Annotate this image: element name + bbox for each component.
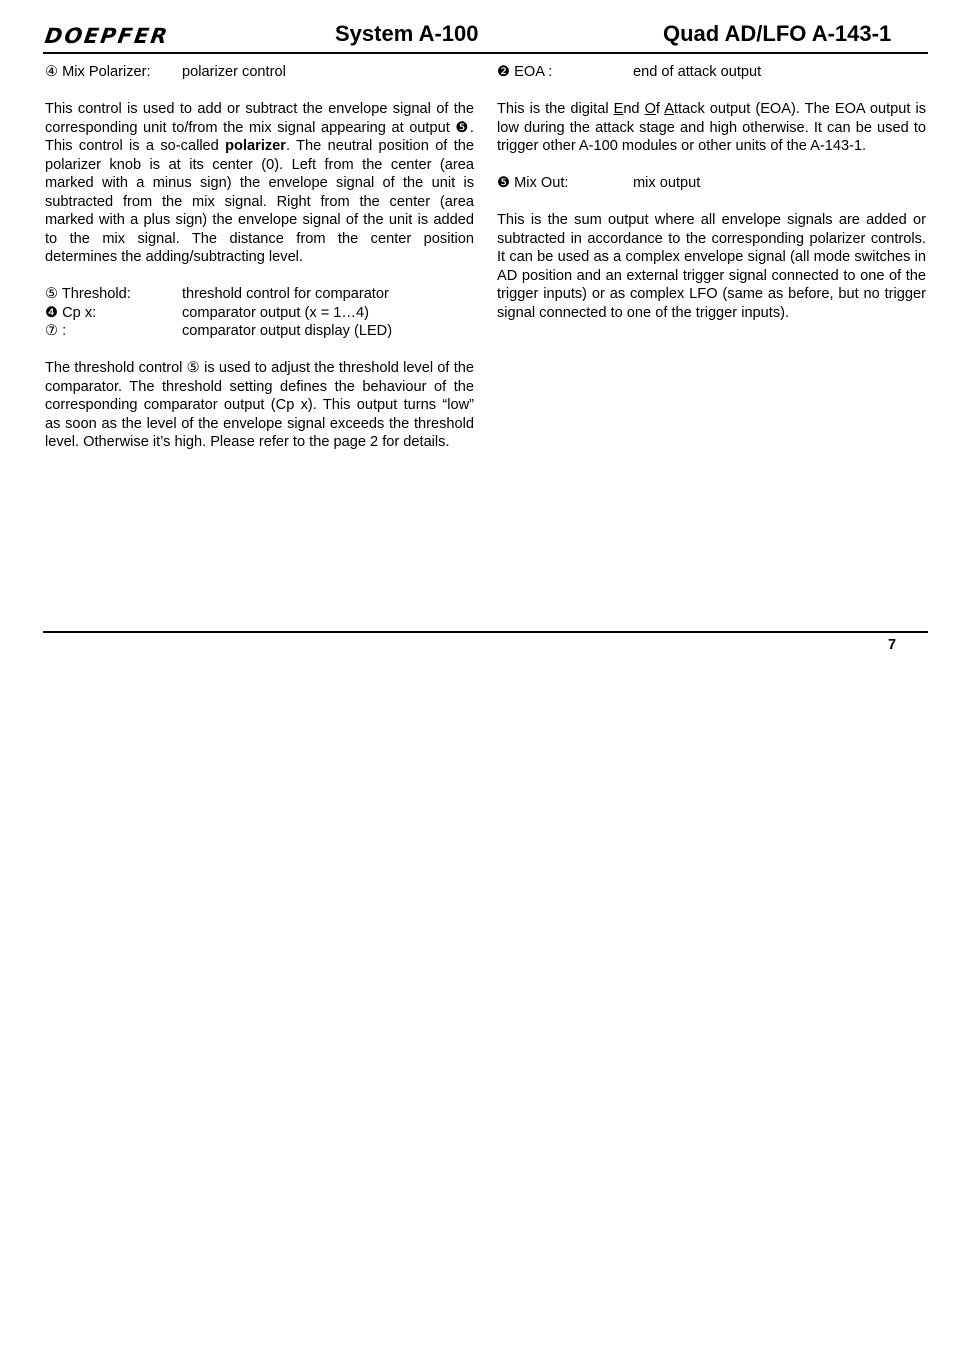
page-number: 7 <box>888 637 897 653</box>
eoa-item <box>497 63 926 82</box>
cp-output-label: ❹ Cp x: <box>45 304 97 321</box>
threshold-item <box>45 285 474 304</box>
mix-polarizer-item <box>45 63 474 82</box>
footer-rule <box>43 631 928 633</box>
module-title: Quad AD/LFO A-143-1 <box>663 21 892 46</box>
threshold-desc: threshold control for comparator <box>182 286 389 302</box>
mix-polarizer-desc: polarizer control <box>182 64 286 80</box>
threshold-label: ⑤ Threshold: <box>45 286 131 302</box>
mix-polarizer-paragraph: This control is used to add or subtract the envelope signal of the corresponding unit to/from the mix signal appearing at output ❺. This control is a so-called polarizer. The neutral position of the polarizer knob is at its center (0). Left from the center (area marked with a minus sign) the envelope signal of the unit is subtracted from the mix signal. Right from the center (area marked with a plus sign) the envelope signal of the unit is added to the mix signal. The distance from the center position determines the adding/subtracting level. <box>45 101 474 265</box>
mix-out-label: ❺ Mix Out: <box>497 175 569 191</box>
led-label: ⑦ : <box>45 323 67 339</box>
system-title: System A-100 <box>335 21 479 46</box>
left-column <box>45 63 474 452</box>
threshold-paragraph: The threshold control ⑤ is used to adjust the threshold level of the comparator. The threshold setting defines the behaviour of the corresponding comparator output (Cp x). This output turns “low” as soon as the level of the envelope signal exceeds the threshold level. Otherwise it’s high. Please refer to the page 2 for details. <box>45 360 474 450</box>
right-column <box>497 63 926 322</box>
eoa-paragraph: This is the digital End Of Attack output (EOA). The EOA output is low during the attack stage and high otherwise. It can be used to trigger other A-100 modules or other units of the A-143-1. <box>497 101 926 154</box>
eoa-label: ❷ EOA : <box>497 64 553 80</box>
mix-out-item <box>497 174 926 193</box>
page-header <box>43 18 928 54</box>
mix-out-paragraph: This is the sum output where all envelope signals are added or subtracted in accordance to the corresponding polarizer controls. It can be used as a complex envelope signal (all mode switches in AD position and an external trigger signal connected to one of the trigger inputs) or as complex LFO (same as before, but no trigger signal connected to one of the trigger inputs). <box>497 212 926 321</box>
mix-out-desc: mix output <box>633 175 701 191</box>
cp-output-desc: comparator output (x = 1…4) <box>182 304 369 321</box>
cp-output-item <box>45 304 474 323</box>
doepfer-logo: DOEPFER <box>43 24 171 48</box>
led-item <box>45 322 474 341</box>
eoa-desc: end of attack output <box>633 64 762 80</box>
led-desc: comparator output display (LED) <box>182 323 393 339</box>
mix-polarizer-label: ④ Mix Polarizer: <box>45 64 151 80</box>
